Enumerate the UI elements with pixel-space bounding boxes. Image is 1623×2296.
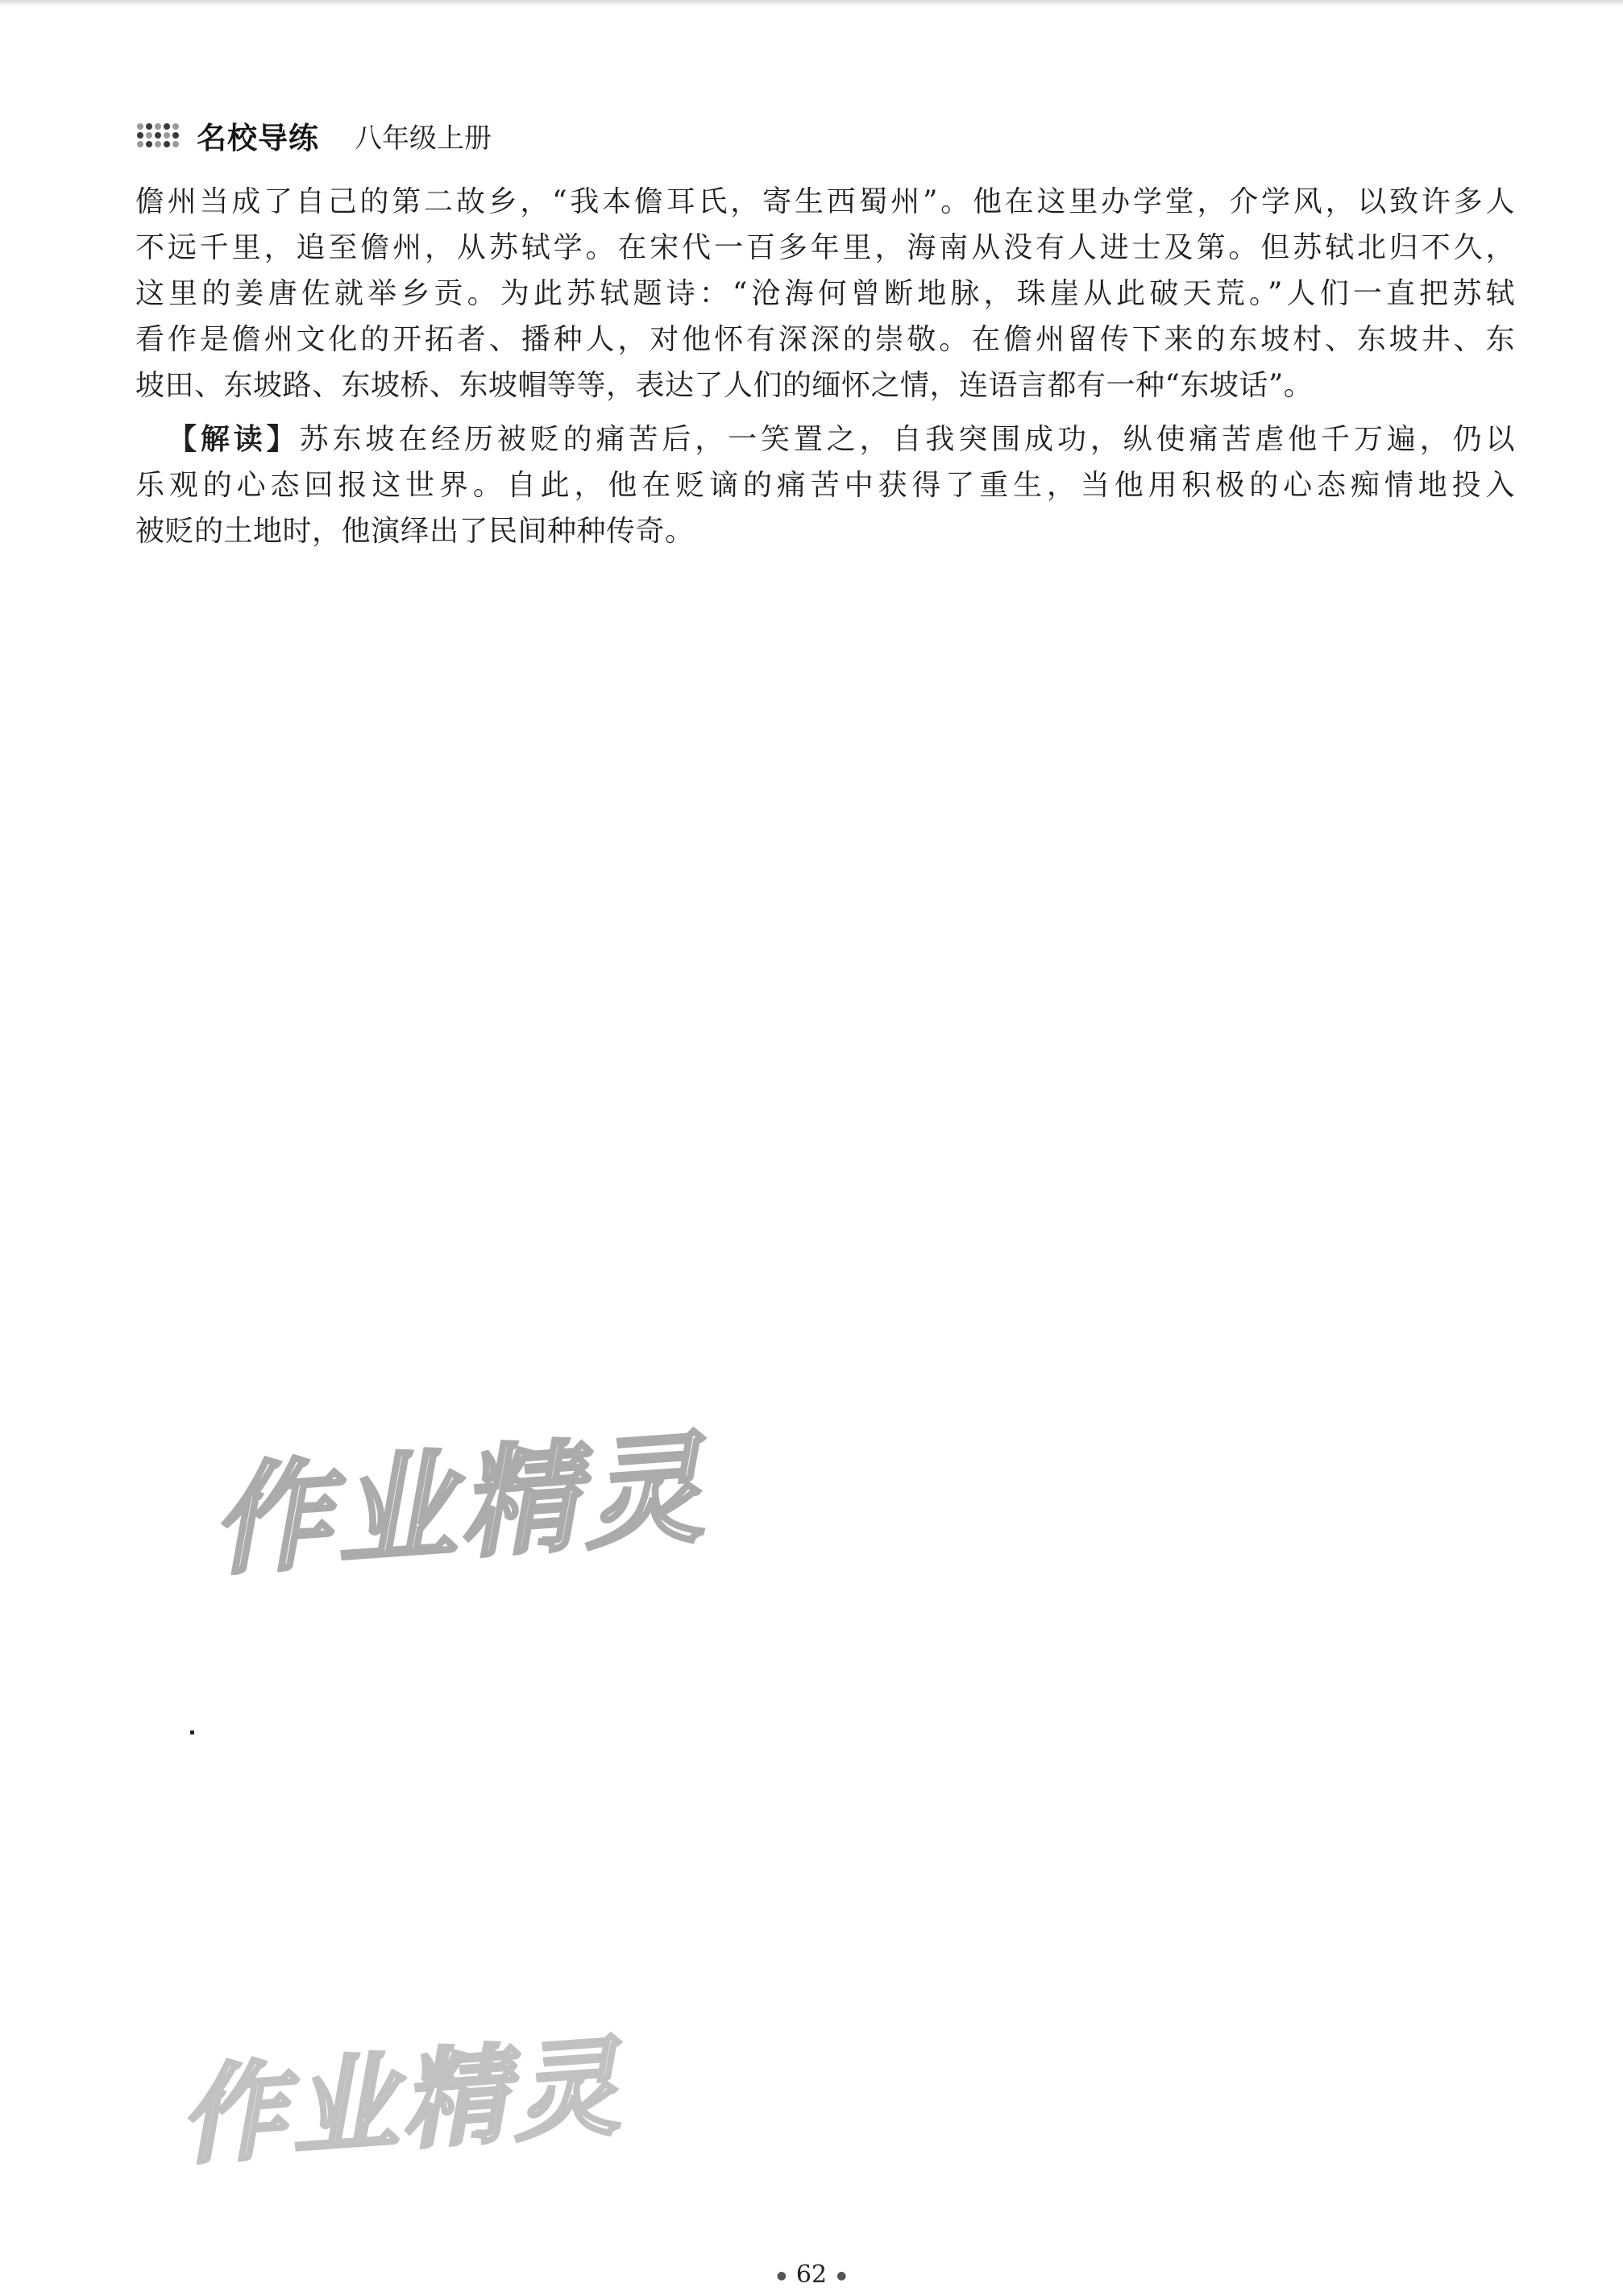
bullet-icon: ● [836, 2269, 847, 2282]
interpretation-tag: 【解读】 [168, 423, 300, 456]
text-line: 看作是儋州文化的开拓者、播种人，对他怀有深深的崇敬。在儋州留传下来的东坡村、东坡井、东 [135, 323, 1515, 356]
watermark: 作业精灵 [206, 1419, 712, 1592]
bullet-icon: ● [776, 2269, 787, 2282]
page-header [137, 113, 492, 158]
text-line: 儋州当成了自己的第二故乡，“我本儋耳氏，寄生西蜀州”。他在这里办学堂，介学风，以致许多人 [135, 185, 1515, 218]
text-line: 被贬的土地时，他演绎出了民间种种传奇。 [135, 515, 695, 548]
scan-speck [190, 1730, 194, 1734]
series-title: 名校导练 [197, 121, 319, 155]
page-number-value: 62 [795, 2261, 828, 2289]
watermark: 作业精灵 [175, 2025, 628, 2180]
page-number [0, 2261, 1623, 2289]
interpretation-line [135, 417, 1515, 462]
interpretation-text: 苏东坡在经历被贬的痛苦后，一笑置之，自我突围成功，纵使痛苦虐他千万遍，仍以 [299, 423, 1515, 456]
text-line: 这里的姜唐佐就举乡贡。为此苏轼题诗：“沧海何曾断地脉，珠崖从此破天荒。”人们一直把苏轼 [135, 277, 1515, 310]
article-body [135, 179, 1515, 554]
text-line: 不远千里，追至儋州，从苏轼学。在宋代一百多年里，海南从没有人进士及第。但苏轼北归不久， [135, 231, 1515, 264]
scan-edge [0, 0, 1623, 6]
dots-icon [137, 123, 179, 147]
text-line: 乐观的心态回报这世界。自此，他在贬谪的痛苦中获得了重生，当他用积极的心态痴情地投入 [135, 469, 1515, 502]
text-line: 坡田、东坡路、东坡桥、东坡帽等等，表达了人们的缅怀之情，连语言都有一种“东坡话”。 [135, 369, 1314, 402]
grade-label: 八年级上册 [355, 122, 492, 155]
